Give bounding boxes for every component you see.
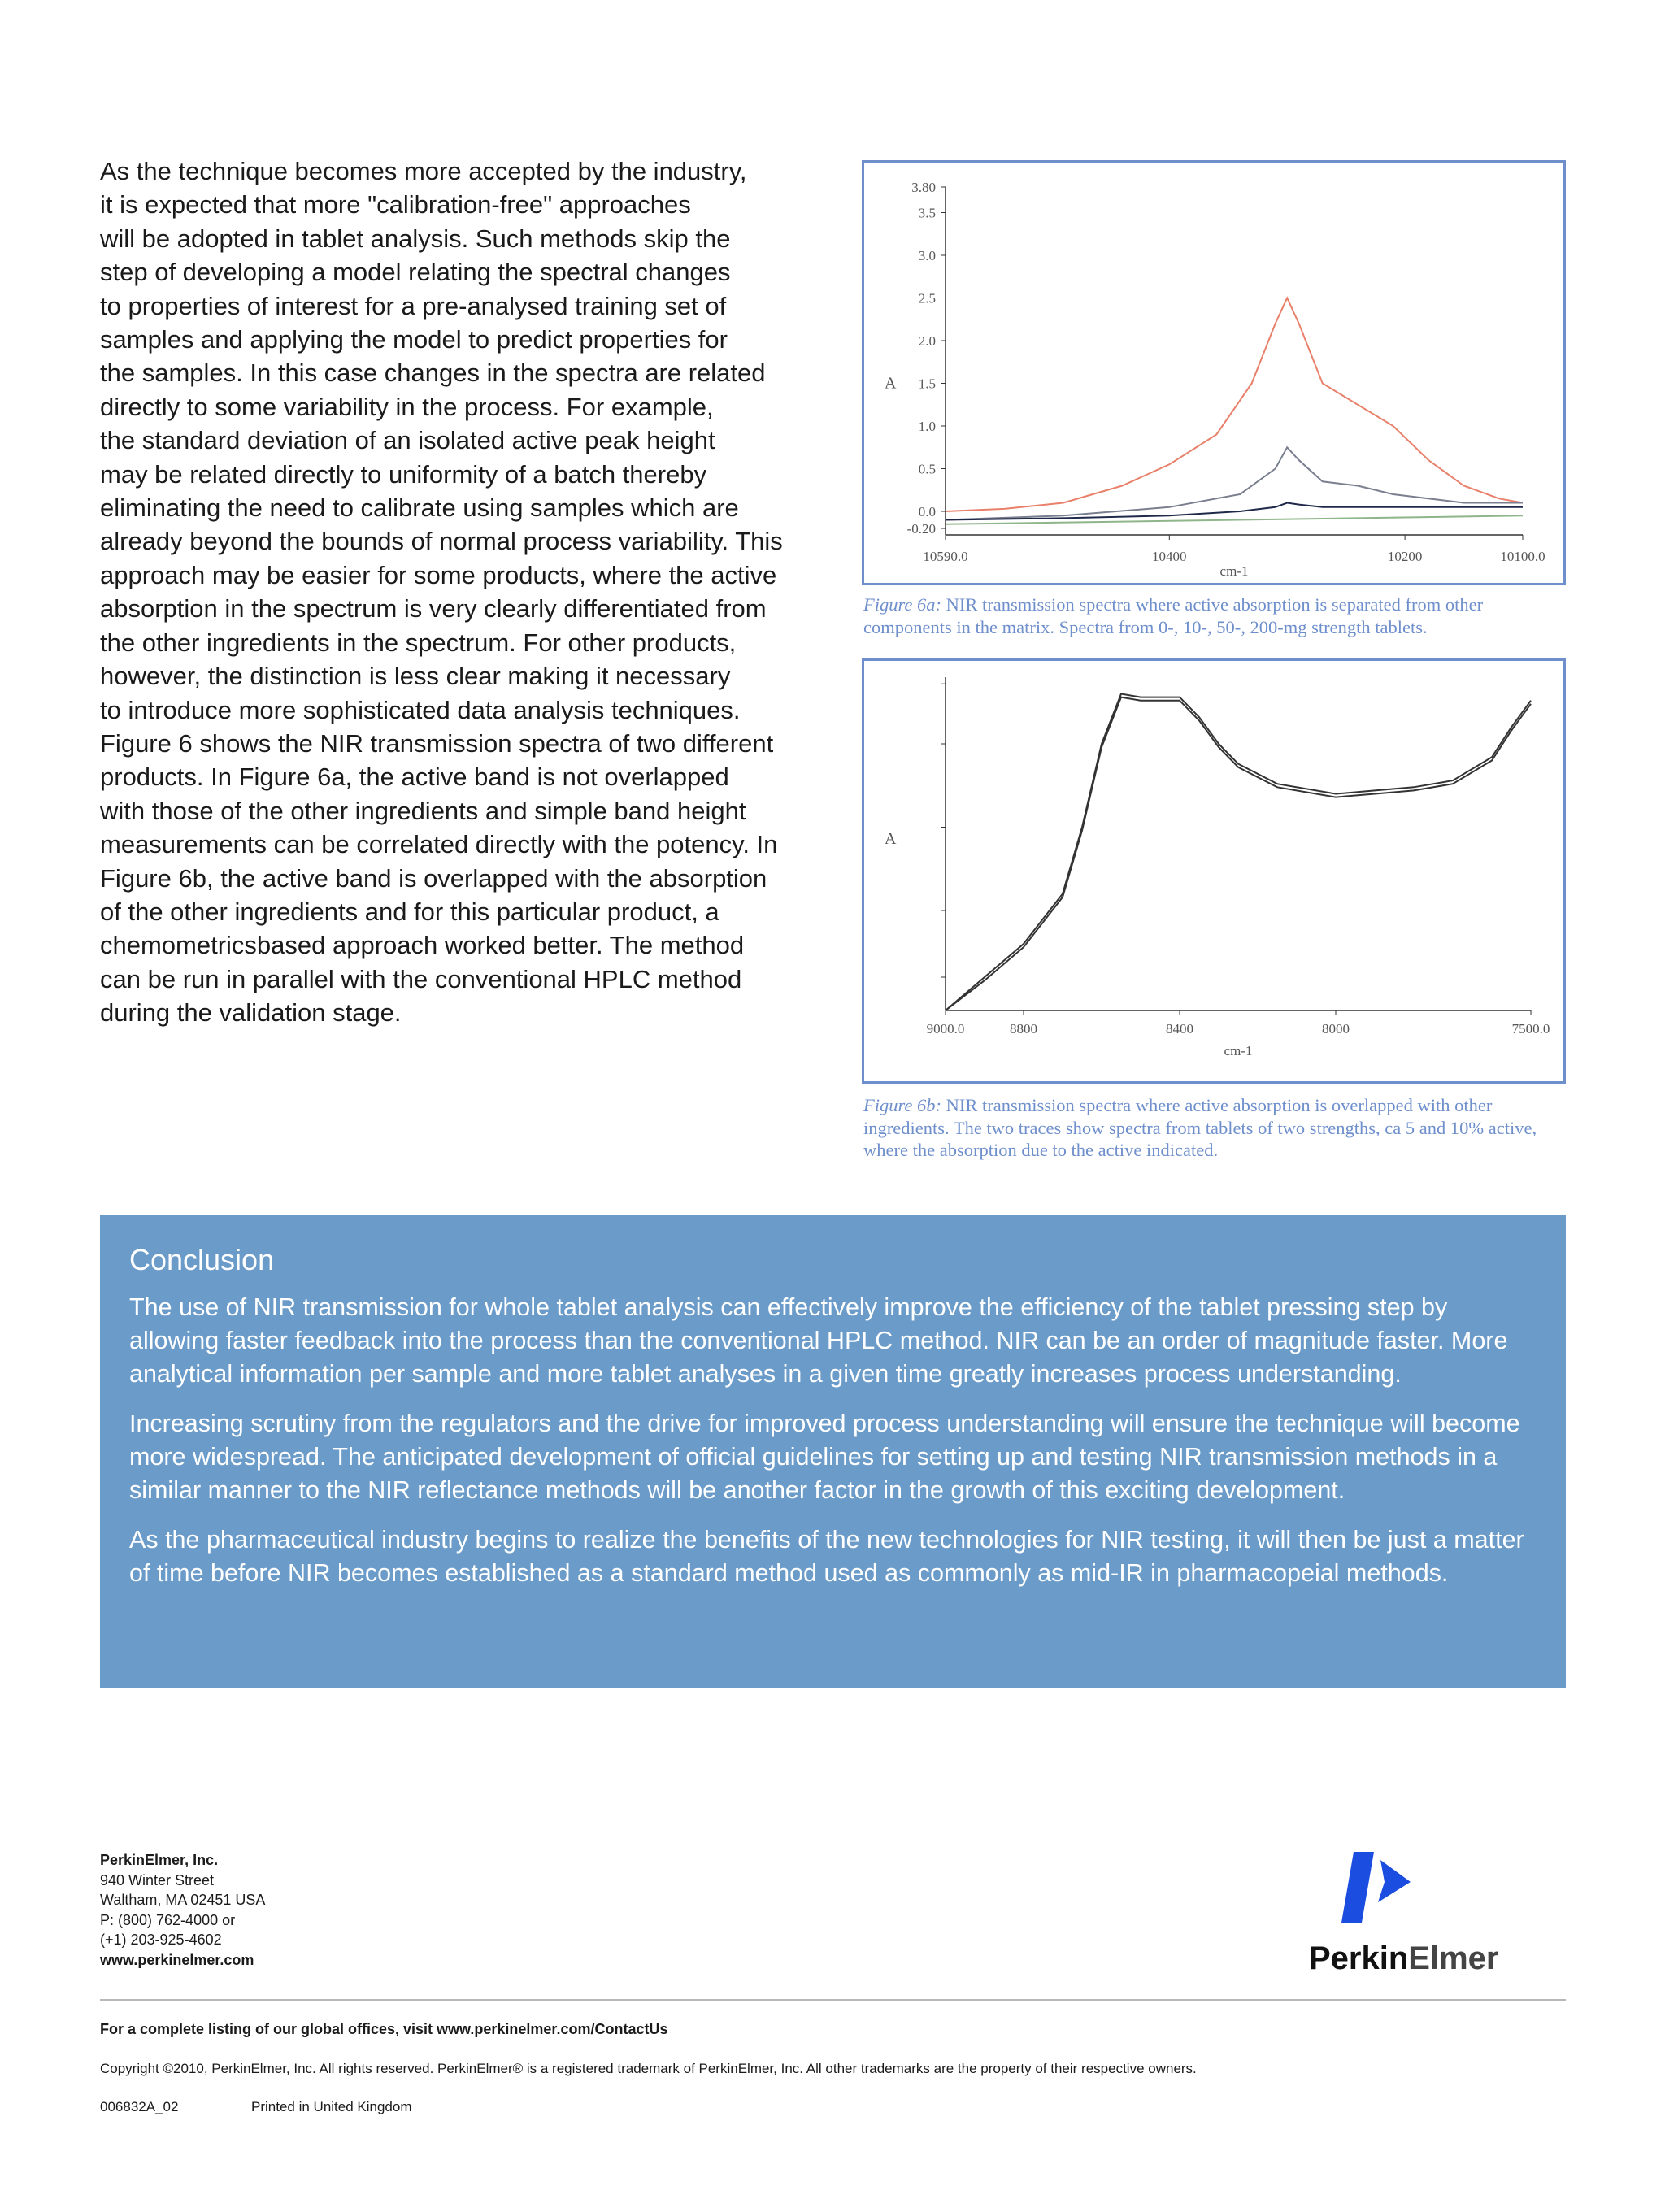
logo-wordmark: PerkinElmer <box>1309 1940 1499 1975</box>
body-line: may be related directly to uniformity of a batch thereby <box>100 459 707 489</box>
figure-6b-chart <box>864 661 1563 1081</box>
y-tick-label: 2.0 <box>918 333 936 349</box>
spectrum-line-1 <box>946 447 1523 519</box>
body-line: the standard deviation of an isolated active peak height <box>100 426 715 455</box>
company-name: PerkinElmer, Inc. <box>100 1852 219 1868</box>
y-tick-label: 0.5 <box>918 461 936 477</box>
spectrum-line-0 <box>946 694 1531 1011</box>
body-line: the other ingredients in the spectrum. For other products, <box>100 628 737 657</box>
y-tick-label: 3.80 <box>911 180 936 195</box>
body-line: directly to some variability in the process. For example, <box>100 392 714 421</box>
figure-6b-caption <box>863 1094 1563 1162</box>
conclusion-box <box>100 1215 1566 1688</box>
figure-6a <box>862 160 1566 585</box>
body-line: however, the distinction is less clear making it necessary <box>100 662 731 691</box>
figure-6a-caption-text: NIR transmission spectra where active absorption is separated from other components in the matrix. Spectra from 0-, 10-, 50-, 200-mg strength tablets. <box>863 594 1484 637</box>
logo-bar-icon <box>1341 1852 1374 1923</box>
body-line: during the validation stage. <box>100 998 402 1028</box>
spectrum-line-0 <box>946 298 1523 512</box>
figure-6b-caption-label: Figure 6b: <box>863 1095 942 1115</box>
conclusion-paragraph: As the pharmaceutical industry begins to realize the benefits of the new technologies for NIR testing, it will then be just a matter of time before NIR becomes established as a standard method used as commonly as mid-IR in pharmacopeial methods. <box>129 1526 1524 1587</box>
y-tick-label: 3.5 <box>918 205 936 221</box>
perkinelmer-logo <box>1301 1845 1569 1975</box>
x-tick-label: 8400 <box>1166 1021 1193 1036</box>
body-line: step of developing a model relating the spectral changes <box>100 258 731 287</box>
y-tick-label: 1.5 <box>918 376 936 392</box>
x-tick-label: 8000 <box>1322 1021 1350 1036</box>
body-line: products. In Figure 6a, the active band is not overlapped <box>100 763 729 792</box>
printed-note: Printed in United Kingdom <box>251 2099 412 2114</box>
body-line: with those of the other ingredients and simple band height <box>100 796 746 825</box>
x-tick-label: 8800 <box>1010 1021 1037 1036</box>
x-tick-label: 7500.0 <box>1511 1021 1550 1036</box>
conclusion-heading: Conclusion <box>129 1243 275 1276</box>
address-line: P: (800) 762-4000 or <box>100 1911 236 1928</box>
body-line: absorption in the spectrum is very clearly differentiated from <box>100 594 767 624</box>
figure-6a-caption-label: Figure 6a: <box>863 594 942 615</box>
x-tick-label: 10590.0 <box>923 549 968 564</box>
body-line: already beyond the bounds of normal process variability. This <box>100 527 783 556</box>
figure-6a-caption <box>863 593 1571 638</box>
offices-note: For a complete listing of our global offices, visit www.perkinelmer.com/ContactUs <box>100 2021 668 2037</box>
figure-6a-chart <box>864 163 1563 583</box>
body-line: samples and applying the model to predict properties for <box>100 325 728 354</box>
document-code: 006832A_02 <box>100 2099 179 2114</box>
conclusion-paragraph: The use of NIR transmission for whole tablet analysis can effectively improve the efficiency of the tablet pressing step by allowing faster feedback into the process than the conventional HPLC method. NIR can be an order of magnitude faster. More analytical information per sample and more tablet analyses in a given time greatly increases process understanding. <box>129 1293 1508 1388</box>
y-tick-label: 1.0 <box>918 419 936 434</box>
x-tick-label: 10100.0 <box>1500 549 1545 564</box>
y-tick-label: 3.0 <box>918 248 936 263</box>
footer-address <box>100 1850 265 1970</box>
body-line: to introduce more sophisticated data analysis techniques. <box>100 695 741 724</box>
body-line: will be adopted in tablet analysis. Such methods skip the <box>100 224 731 253</box>
body-line: the samples. In this case changes in the spectra are related <box>100 359 766 388</box>
y-axis-label: A <box>885 374 897 393</box>
address-line: Waltham, MA 02451 USA <box>100 1892 266 1908</box>
body-line: approach may be easier for some products, where the active <box>100 560 777 589</box>
figure-6b-caption-text: NIR transmission spectra where active absorption is overlapped with other ingredients. The two traces show spectra from tablets of two strengths, ca 5 and 10% active, where the absorption due to the active indicated. <box>863 1095 1537 1160</box>
copyright-note: Copyright ©2010, PerkinElmer, Inc. All rights reserved. PerkinElmer® is a registered trademark of PerkinElmer, Inc. All other trademarks are the property of their respective owners. <box>100 2061 1197 2076</box>
body-line: Figure 6 shows the NIR transmission spectra of two different <box>100 728 774 758</box>
footer-divider <box>100 1999 1566 2001</box>
conclusion-paragraph: Increasing scrutiny from the regulators and the drive for improved process understanding will ensure the technique will become more widespread. The anticipated development of official guidelines for setting up and testing NIR transmission methods in a similar manner to the NIR reflectance methods will be another factor in the growth of this exciting development. <box>129 1410 1520 1504</box>
website-link[interactable]: www.perkinelmer.com <box>100 1951 254 1968</box>
x-axis-label: cm-1 <box>1219 563 1249 579</box>
body-line: of the other ingredients and for this particular product, a <box>100 897 719 926</box>
body-line: eliminating the need to calibrate using samples which are <box>100 493 739 523</box>
body-text <box>100 154 799 1030</box>
body-line: to properties of interest for a pre-analysed training set of <box>100 291 727 320</box>
y-tick-label: 2.5 <box>918 290 936 306</box>
body-line: measurements can be correlated directly with the potency. In <box>100 830 778 859</box>
x-tick-label: 9000.0 <box>926 1021 965 1036</box>
address-line: 940 Winter Street <box>100 1871 215 1888</box>
body-line: it is expected that more "calibration-free" approaches <box>100 190 691 219</box>
spectrum-line-1 <box>946 697 1531 1010</box>
x-tick-label: 10400 <box>1152 549 1187 564</box>
y-axis-label: A <box>885 830 897 848</box>
address-line: (+1) 203-925-4602 <box>100 1932 222 1948</box>
body-line: As the technique becomes more accepted by the industry, <box>100 157 747 185</box>
body-line: chemometricsbased approach worked better. The method <box>100 931 745 960</box>
body-line: Figure 6b, the active band is overlapped with the absorption <box>100 863 767 893</box>
x-tick-label: 10200 <box>1387 549 1423 564</box>
logo-arrow-icon <box>1378 1860 1411 1902</box>
x-axis-label: cm-1 <box>1224 1043 1253 1058</box>
figure-6b <box>862 658 1566 1084</box>
body-line: can be run in parallel with the conventional HPLC method <box>100 964 742 993</box>
y-tick-label: -0.20 <box>906 521 936 537</box>
y-tick-label: 0.0 <box>918 504 936 519</box>
